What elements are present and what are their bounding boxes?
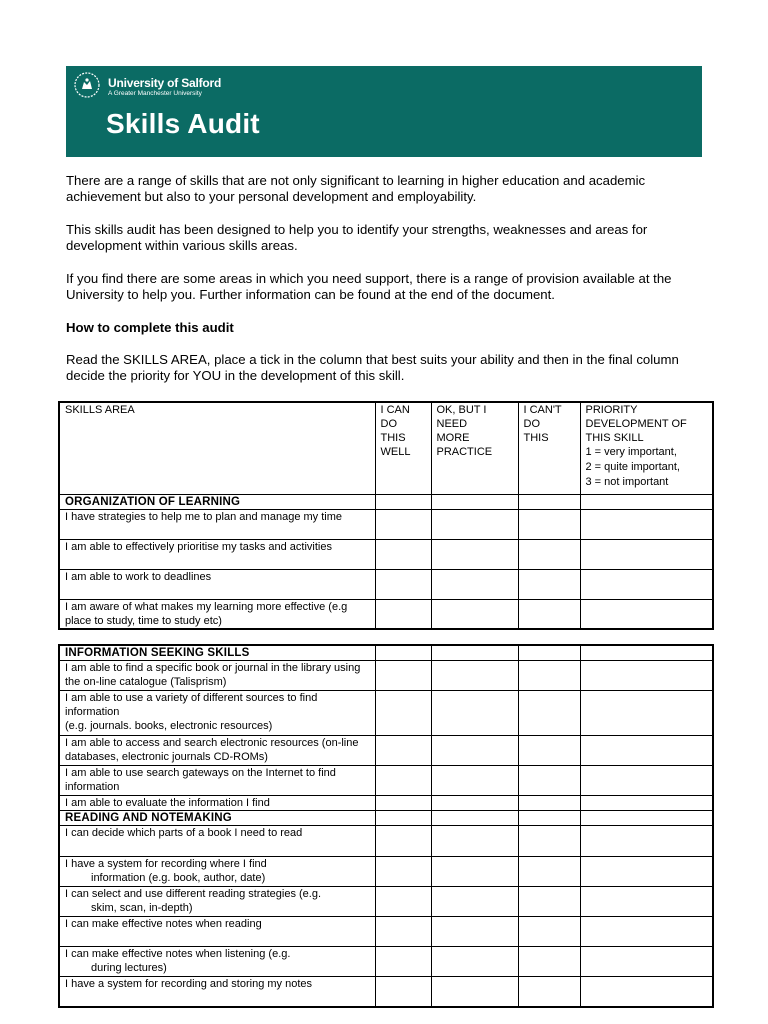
skill-label: I am able to effectively prioritise my tasks and activities bbox=[59, 539, 375, 569]
tick-ok[interactable] bbox=[431, 539, 518, 569]
section-title: INFORMATION SEEKING SKILLS bbox=[59, 645, 375, 661]
priority-cell[interactable] bbox=[580, 811, 713, 826]
priority-cell[interactable] bbox=[580, 857, 713, 887]
how-to-heading: How to complete this audit bbox=[66, 320, 234, 335]
skill-label: I have a system for recording where I find information (e.g. book, author, date) bbox=[59, 857, 375, 887]
priority-cell[interactable] bbox=[580, 494, 713, 509]
section-row bbox=[59, 494, 713, 509]
skill-label: I can select and use different reading strategies (e.g. skim, scan, in-depth) bbox=[59, 887, 375, 917]
tick-ok[interactable] bbox=[431, 796, 518, 811]
table-row bbox=[59, 887, 713, 917]
tick-cant[interactable] bbox=[518, 661, 580, 691]
intro-paragraph-3: If you find there are some areas in which you need support, there is a range of provision available at the University to help you. Further information can be found at the end of the document. bbox=[66, 271, 672, 302]
tick-can[interactable] bbox=[375, 977, 431, 1007]
university-subtitle: A Greater Manchester University bbox=[108, 90, 202, 97]
priority-cell[interactable] bbox=[580, 947, 713, 977]
tick-cant[interactable] bbox=[518, 826, 580, 857]
tick-can[interactable] bbox=[375, 811, 431, 826]
tick-cant[interactable] bbox=[518, 736, 580, 766]
table-row bbox=[59, 691, 713, 736]
table-row bbox=[59, 947, 713, 977]
skill-label: I can make effective notes when reading bbox=[59, 917, 375, 947]
tick-can[interactable] bbox=[375, 857, 431, 887]
header-priority: PRIORITY DEVELOPMENT OF THIS SKILL 1 = very important, 2 = quite important, 3 = not important bbox=[580, 402, 713, 494]
table-row bbox=[59, 977, 713, 1007]
table-row bbox=[59, 736, 713, 766]
tick-can[interactable] bbox=[375, 766, 431, 796]
tick-can[interactable] bbox=[375, 539, 431, 569]
table-row bbox=[59, 569, 713, 599]
skill-label: I am able to use a variety of different sources to find information (e.g. journals. books, electronic resources) bbox=[59, 691, 375, 736]
table-row bbox=[59, 661, 713, 691]
tick-cant[interactable] bbox=[518, 494, 580, 509]
table-row bbox=[59, 796, 713, 811]
priority-cell[interactable] bbox=[580, 539, 713, 569]
page-title: Skills Audit bbox=[106, 108, 260, 139]
skills-table-organization bbox=[58, 401, 714, 630]
tick-can[interactable] bbox=[375, 494, 431, 509]
tick-cant[interactable] bbox=[518, 691, 580, 736]
instructions-paragraph: Read the SKILLS AREA, place a tick in the column that best suits your ability and then in the final column decide the priority for YOU in the development of this skill. bbox=[66, 352, 679, 383]
priority-cell[interactable] bbox=[580, 917, 713, 947]
tick-can[interactable] bbox=[375, 569, 431, 599]
priority-cell[interactable] bbox=[580, 569, 713, 599]
tick-cant[interactable] bbox=[518, 569, 580, 599]
tick-cant[interactable] bbox=[518, 887, 580, 917]
section-title: READING AND NOTEMAKING bbox=[59, 811, 375, 826]
priority-cell[interactable] bbox=[580, 509, 713, 539]
skill-label: I can make effective notes when listening (e.g. during lectures) bbox=[59, 947, 375, 977]
table-row bbox=[59, 539, 713, 569]
priority-cell[interactable] bbox=[580, 736, 713, 766]
tick-ok[interactable] bbox=[431, 569, 518, 599]
tick-cant[interactable] bbox=[518, 917, 580, 947]
section-row bbox=[59, 811, 713, 826]
tick-can[interactable] bbox=[375, 599, 431, 629]
table-row bbox=[59, 509, 713, 539]
skill-label: I have a system for recording and storing my notes bbox=[59, 977, 375, 1007]
header-need-practice: OK, BUT I NEED MORE PRACTICE bbox=[431, 402, 518, 494]
priority-cell[interactable] bbox=[580, 661, 713, 691]
skill-label: I am able to use search gateways on the Internet to find information bbox=[59, 766, 375, 796]
section-row bbox=[59, 645, 713, 661]
tick-can[interactable] bbox=[375, 691, 431, 736]
tick-ok[interactable] bbox=[431, 887, 518, 917]
skill-label: I am aware of what makes my learning more effective (e.g place to study, time to study etc) bbox=[59, 599, 375, 629]
tick-ok[interactable] bbox=[431, 691, 518, 736]
intro-paragraph-1: There are a range of skills that are not only significant to learning in higher education and academic achievement but also to your personal development and employability. bbox=[66, 173, 646, 204]
priority-cell[interactable] bbox=[580, 691, 713, 736]
tick-can[interactable] bbox=[375, 796, 431, 811]
tick-can[interactable] bbox=[375, 917, 431, 947]
tick-ok[interactable] bbox=[431, 645, 518, 661]
priority-cell[interactable] bbox=[580, 887, 713, 917]
header-cant-do: I CAN'T DO THIS bbox=[518, 402, 580, 494]
header-banner bbox=[66, 66, 702, 157]
tick-can[interactable] bbox=[375, 645, 431, 661]
priority-cell[interactable] bbox=[580, 826, 713, 857]
skill-label: I have strategies to help me to plan and manage my time bbox=[59, 509, 375, 539]
tick-cant[interactable] bbox=[518, 599, 580, 629]
tick-can[interactable] bbox=[375, 661, 431, 691]
tick-can[interactable] bbox=[375, 947, 431, 977]
skill-label: I can decide which parts of a book I need to read bbox=[59, 826, 375, 857]
tick-ok[interactable] bbox=[431, 661, 518, 691]
tick-cant[interactable] bbox=[518, 645, 580, 661]
skill-label: I am able to find a specific book or journal in the library using the on-line catalogue (Talisprism) bbox=[59, 661, 375, 691]
table-row bbox=[59, 599, 713, 629]
priority-cell[interactable] bbox=[580, 977, 713, 1007]
priority-cell[interactable] bbox=[580, 645, 713, 661]
tick-ok[interactable] bbox=[431, 509, 518, 539]
intro-paragraph-2: This skills audit has been designed to help you to identify your strengths, weaknesses and areas for development within various skills areas. bbox=[66, 222, 648, 253]
tick-cant[interactable] bbox=[518, 796, 580, 811]
tick-ok[interactable] bbox=[431, 857, 518, 887]
table-row bbox=[59, 766, 713, 796]
tick-cant[interactable] bbox=[518, 977, 580, 1007]
university-name: University of Salford bbox=[108, 76, 222, 90]
skill-label: I am able to work to deadlines bbox=[59, 569, 375, 599]
header-can-do-well: I CAN DO THIS WELL bbox=[375, 402, 431, 494]
table-row bbox=[59, 917, 713, 947]
tick-ok[interactable] bbox=[431, 736, 518, 766]
tick-ok[interactable] bbox=[431, 494, 518, 509]
tick-ok[interactable] bbox=[431, 826, 518, 857]
tick-ok[interactable] bbox=[431, 811, 518, 826]
skills-table-information-reading bbox=[58, 644, 714, 1008]
tick-ok[interactable] bbox=[431, 766, 518, 796]
table-header-row bbox=[59, 402, 713, 494]
priority-cell[interactable] bbox=[580, 599, 713, 629]
priority-cell[interactable] bbox=[580, 796, 713, 811]
table-row bbox=[59, 857, 713, 887]
tick-ok[interactable] bbox=[431, 917, 518, 947]
university-crest-logo bbox=[74, 72, 100, 98]
skill-label: I am able to access and search electronic resources (on-line databases, electronic journals CD-ROMs) bbox=[59, 736, 375, 766]
tick-cant[interactable] bbox=[518, 766, 580, 796]
tick-ok[interactable] bbox=[431, 977, 518, 1007]
tick-cant[interactable] bbox=[518, 539, 580, 569]
tick-ok[interactable] bbox=[431, 947, 518, 977]
header-skills-area: SKILLS AREA bbox=[59, 402, 375, 494]
skill-label: I am able to evaluate the information I find bbox=[59, 796, 375, 811]
section-title: ORGANIZATION OF LEARNING bbox=[59, 494, 375, 509]
tick-cant[interactable] bbox=[518, 811, 580, 826]
tick-cant[interactable] bbox=[518, 947, 580, 977]
tick-cant[interactable] bbox=[518, 857, 580, 887]
priority-cell[interactable] bbox=[580, 766, 713, 796]
table-row bbox=[59, 826, 713, 857]
tick-ok[interactable] bbox=[431, 599, 518, 629]
tick-cant[interactable] bbox=[518, 509, 580, 539]
tick-can[interactable] bbox=[375, 736, 431, 766]
tick-can[interactable] bbox=[375, 509, 431, 539]
tick-can[interactable] bbox=[375, 826, 431, 857]
tick-can[interactable] bbox=[375, 887, 431, 917]
